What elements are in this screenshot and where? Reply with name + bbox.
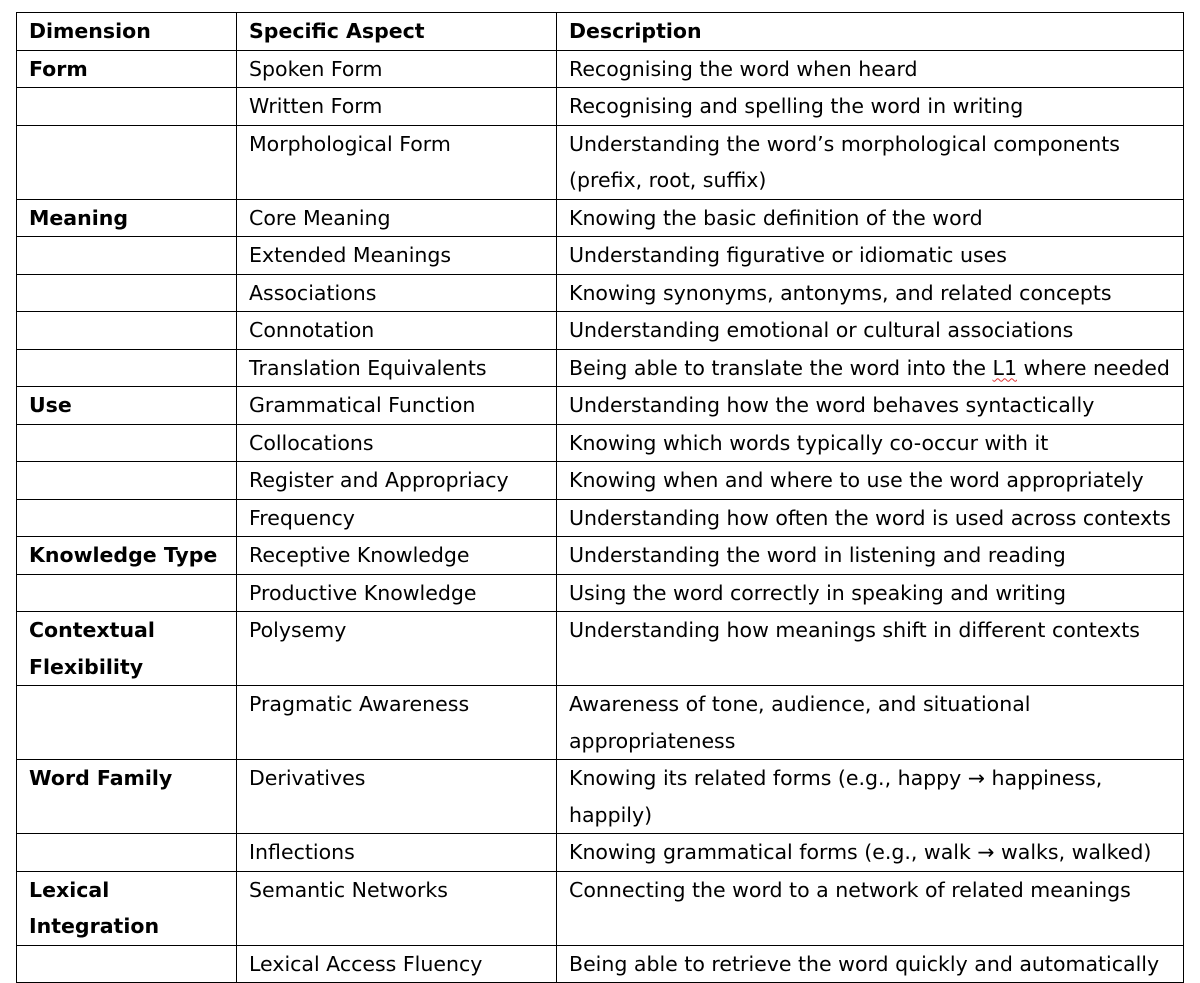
description-cell: Understanding how often the word is used across contexts (557, 499, 1184, 537)
description-cell: Recognising and spelling the word in writing (557, 88, 1184, 126)
dimension-cell: Form (17, 50, 237, 88)
table-row (17, 312, 1184, 350)
header-dimension: Dimension (17, 13, 237, 51)
table-row (17, 424, 1184, 462)
spellcheck-flagged-word[interactable]: L1 (992, 355, 1017, 380)
table-row (17, 387, 1184, 425)
dimension-cell (17, 237, 237, 275)
dimension-cell (17, 349, 237, 387)
dimension-cell (17, 499, 237, 537)
description-cell: Recognising the word when heard (557, 50, 1184, 88)
dimension-cell (17, 274, 237, 312)
header-row (17, 13, 1184, 51)
dimension-cell (17, 462, 237, 500)
aspect-cell: Extended Meanings (237, 237, 557, 275)
dimension-cell: Word Family (17, 760, 237, 834)
table-row (17, 199, 1184, 237)
table-row (17, 537, 1184, 575)
dimension-cell (17, 574, 237, 612)
aspect-cell: Frequency (237, 499, 557, 537)
table-row (17, 88, 1184, 126)
table-row (17, 871, 1184, 945)
table-row (17, 125, 1184, 199)
table-row (17, 237, 1184, 275)
vocabulary-knowledge-table (16, 12, 1184, 983)
aspect-cell: Translation Equivalents (237, 349, 557, 387)
header-specific-aspect: Specific Aspect (237, 13, 557, 51)
table-row (17, 50, 1184, 88)
aspect-cell: Morphological Form (237, 125, 557, 199)
dimension-cell (17, 88, 237, 126)
aspect-cell: Collocations (237, 424, 557, 462)
dimension-cell: Meaning (17, 199, 237, 237)
dimension-cell (17, 125, 237, 199)
description-cell: Understanding the word’s morphological components (prefix, root, suffix) (557, 125, 1184, 199)
table-row (17, 834, 1184, 872)
aspect-cell: Register and Appropriacy (237, 462, 557, 500)
description-cell: Knowing synonyms, antonyms, and related concepts (557, 274, 1184, 312)
aspect-cell: Spoken Form (237, 50, 557, 88)
aspect-cell: Derivatives (237, 760, 557, 834)
description-cell: Understanding how meanings shift in different contexts (557, 612, 1184, 686)
table-row (17, 349, 1184, 387)
description-cell: Being able to retrieve the word quickly and automatically (557, 945, 1184, 983)
table-row (17, 499, 1184, 537)
aspect-cell: Written Form (237, 88, 557, 126)
aspect-cell: Pragmatic Awareness (237, 686, 557, 760)
description-cell: Understanding the word in listening and reading (557, 537, 1184, 575)
aspect-cell: Semantic Networks (237, 871, 557, 945)
description-cell: Knowing the basic definition of the word (557, 199, 1184, 237)
dimension-cell (17, 686, 237, 760)
description-cell: Knowing which words typically co-occur with it (557, 424, 1184, 462)
aspect-cell: Receptive Knowledge (237, 537, 557, 575)
dimension-cell: Use (17, 387, 237, 425)
table-row (17, 686, 1184, 760)
table-row (17, 760, 1184, 834)
description-cell: Connecting the word to a network of related meanings (557, 871, 1184, 945)
table-row (17, 274, 1184, 312)
aspect-cell: Polysemy (237, 612, 557, 686)
dimension-cell (17, 312, 237, 350)
aspect-cell: Core Meaning (237, 199, 557, 237)
table-row (17, 574, 1184, 612)
dimension-cell (17, 945, 237, 983)
dimension-cell: Contextual Flexibility (17, 612, 237, 686)
description-cell: Understanding emotional or cultural associations (557, 312, 1184, 350)
table-row (17, 945, 1184, 983)
aspect-cell: Inflections (237, 834, 557, 872)
table-row (17, 462, 1184, 500)
aspect-cell: Connotation (237, 312, 557, 350)
aspect-cell: Lexical Access Fluency (237, 945, 557, 983)
aspect-cell: Associations (237, 274, 557, 312)
description-cell: Knowing its related forms (e.g., happy → happiness, happily) (557, 760, 1184, 834)
description-cell (557, 349, 1184, 387)
description-cell: Knowing grammatical forms (e.g., walk → walks, walked) (557, 834, 1184, 872)
description-text-pre: Being able to translate the word into the (569, 355, 993, 380)
dimension-cell (17, 834, 237, 872)
aspect-cell: Grammatical Function (237, 387, 557, 425)
description-cell: Understanding figurative or idiomatic uses (557, 237, 1184, 275)
description-cell: Knowing when and where to use the word appropriately (557, 462, 1184, 500)
aspect-cell: Productive Knowledge (237, 574, 557, 612)
description-cell: Understanding how the word behaves syntactically (557, 387, 1184, 425)
table-row (17, 612, 1184, 686)
description-cell: Using the word correctly in speaking and writing (557, 574, 1184, 612)
dimension-cell: Knowledge Type (17, 537, 237, 575)
description-cell: Awareness of tone, audience, and situational appropriateness (557, 686, 1184, 760)
header-description: Description (557, 13, 1184, 51)
dimension-cell: Lexical Integration (17, 871, 237, 945)
description-text-post: where needed (1017, 355, 1170, 380)
dimension-cell (17, 424, 237, 462)
